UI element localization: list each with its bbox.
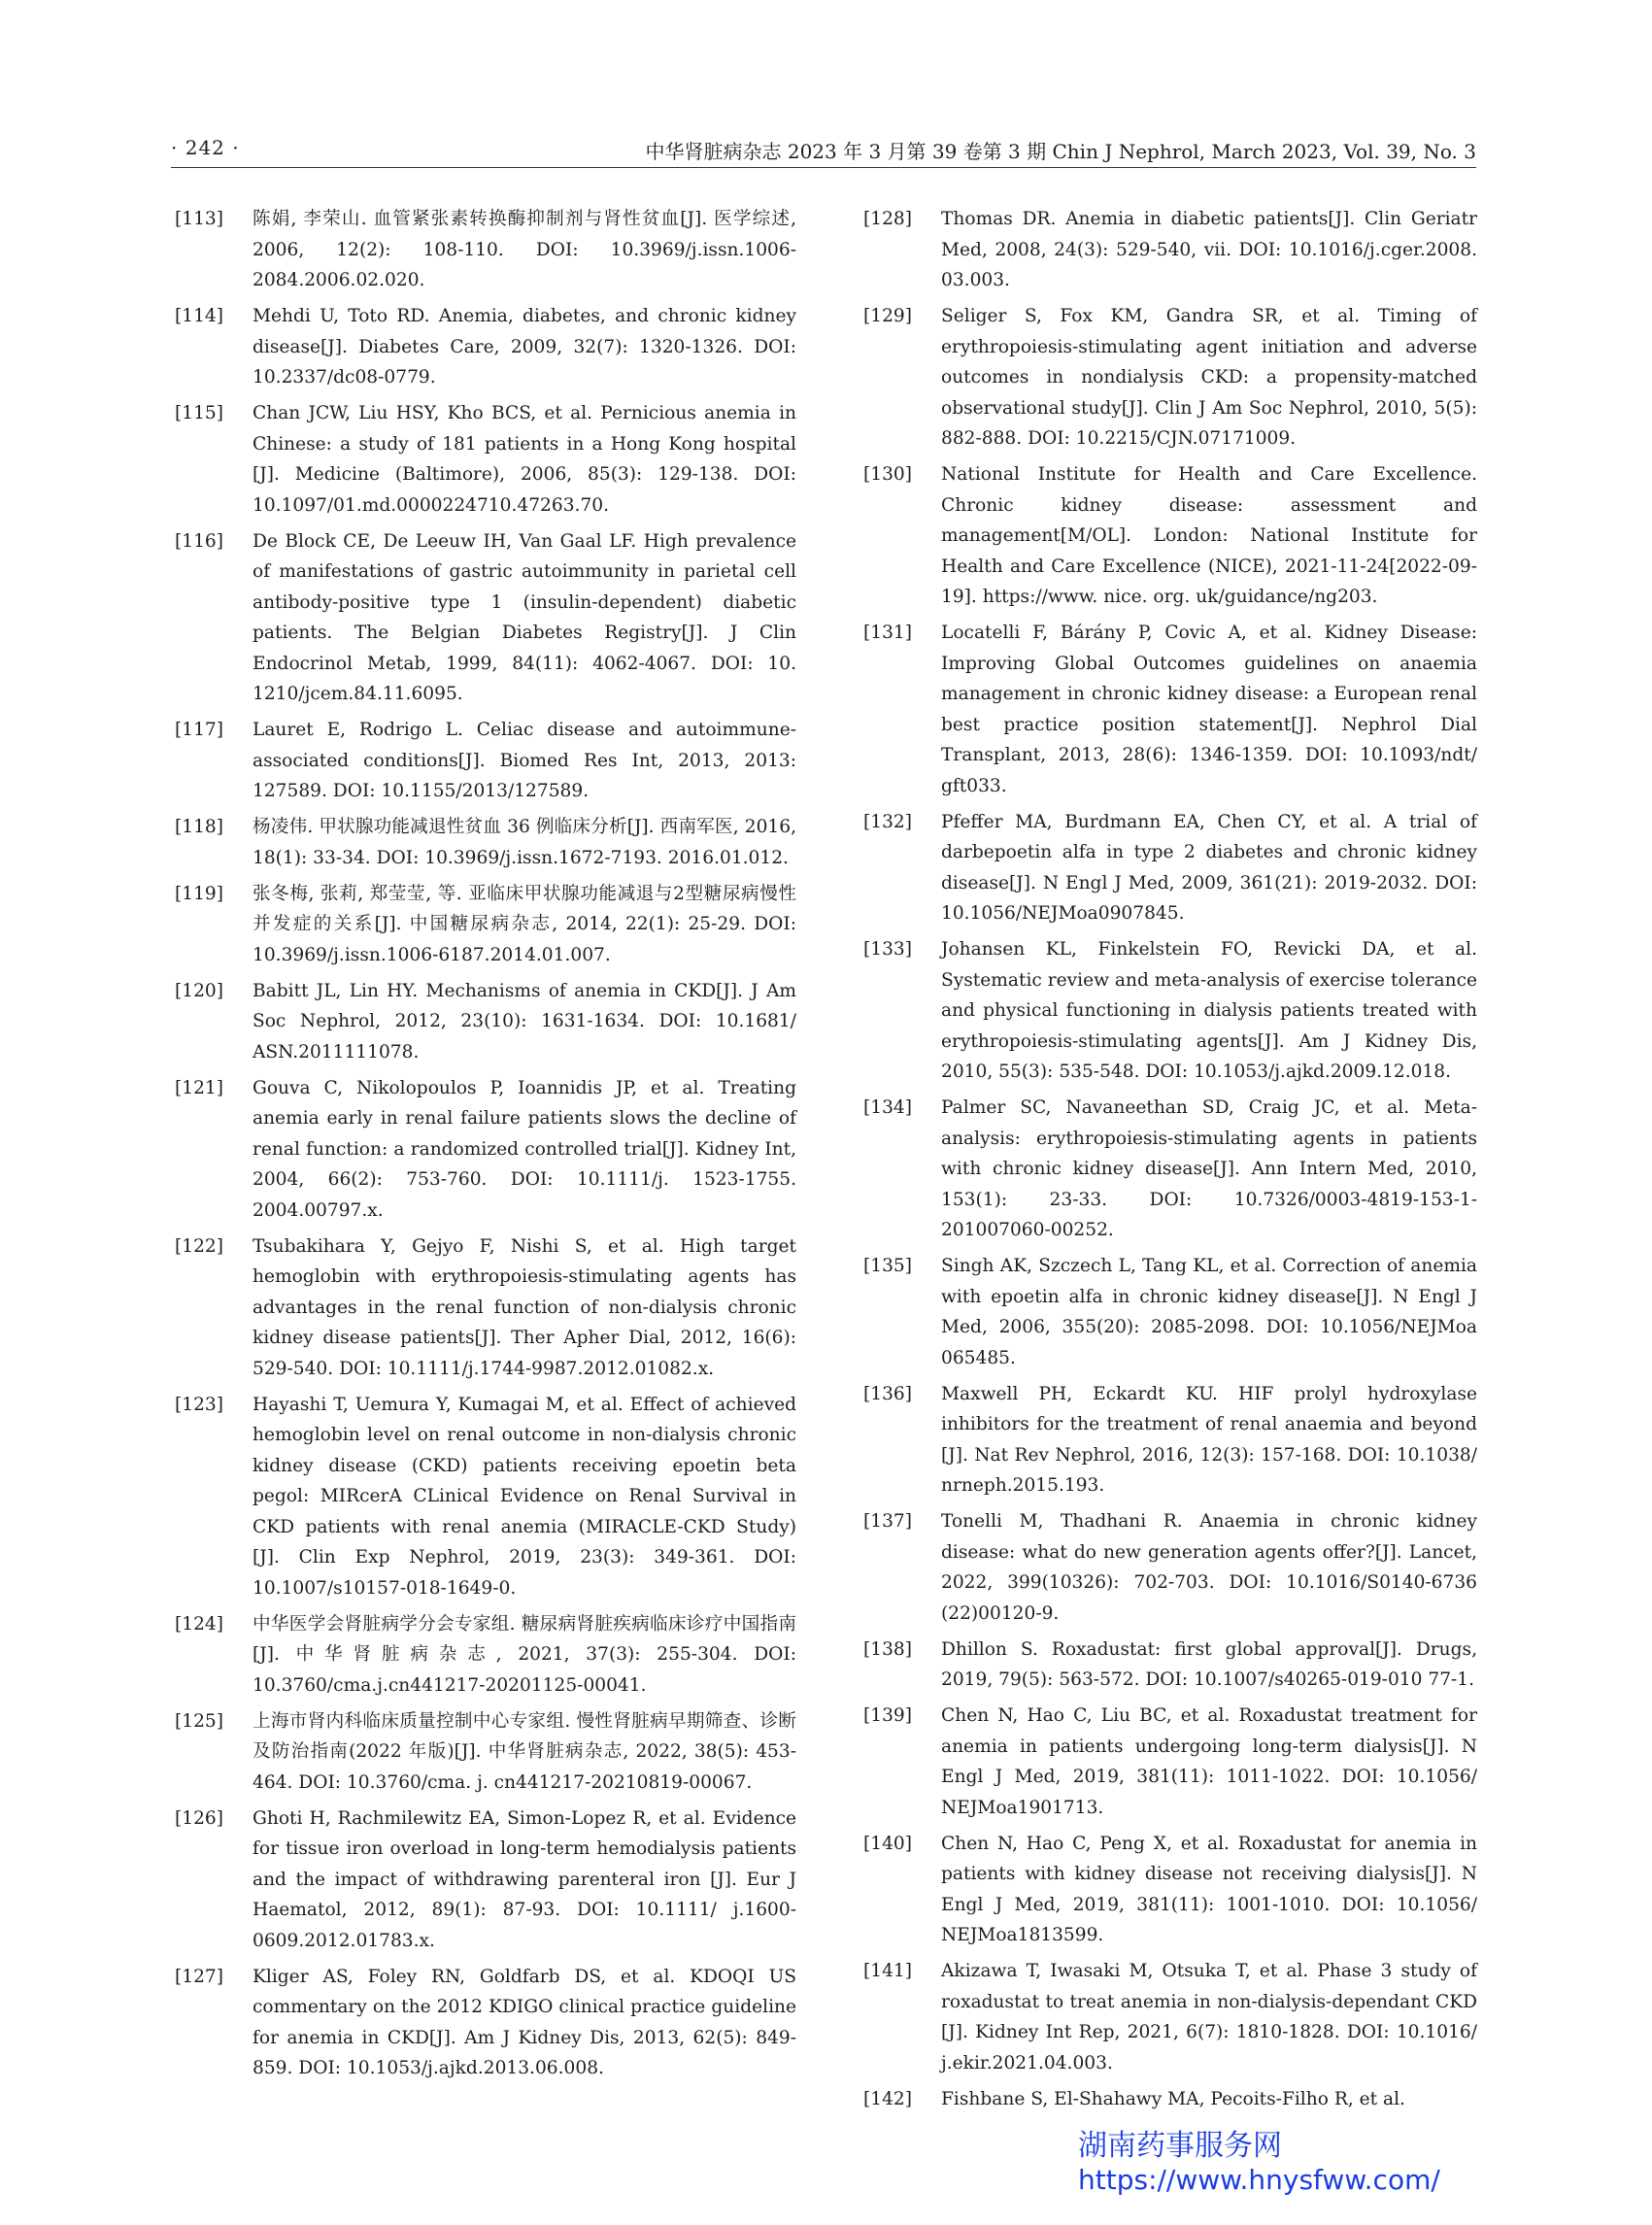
reference-number: [127] [175, 1966, 223, 1987]
reference-text: 中华医学会肾脏病学分会专家组. 糖尿病肾脏疾病临床诊疗中国指南[J]. 中华肾脏病杂志, 2021, 37(3): 255-304. DOI: 10.3760/cma.j.cn441217-20201125-00041. [253, 1613, 796, 1696]
reference-entry [175, 1962, 796, 2084]
reference-text: Lauret E, Rodrigo L. Celiac disease and autoimmune-associated conditions[J]. Biomed Res Int, 2013, 2013: 127589. DOI: 10.1155/2013/127589. [253, 720, 796, 801]
reference-number: [128] [863, 209, 912, 229]
reference-entry [863, 2084, 1477, 2115]
reference-number: [116] [175, 530, 223, 552]
reference-number: [138] [863, 1638, 912, 1660]
reference-text: Johansen KL, Finkelstein FO, Revicki DA, et al. Systematic review and meta-analysis of exercise tolerance and physical functioning in dialysis patients treated with erythropoiesis-stimulating agents[J]. Am J Kidney Dis, 2010, 55(3): 535-548. DOI: 10.1053/j.ajkd.2009.12.018. [941, 939, 1477, 1082]
reference-text: Gouva C, Nikolopoulos P, Ioannidis JP, et al. Treating anemia early in renal failure patients slows the decline of renal function: a randomized controlled trial[J]. Kidney Int, 2004, 66(2): 753-760. DOI: 10.1111/j. 1523-1755. 2004.00797.x. [253, 1077, 796, 1221]
reference-text: Kliger AS, Foley RN, Goldfarb DS, et al. KDOQI US commentary on the 2012 KDIGO clinical practice guideline for anemia in CKD[J]. Am J Kidney Dis, 2013, 62(5): 849-859. DOI: 10.1053/j.ajkd.2013.06.008. [253, 1966, 796, 2078]
reference-entry [863, 204, 1477, 296]
reference-text: Locatelli F, Bárány P, Covic A, et al. Kidney Disease: Improving Global Outcomes guidelines on anaemia management in chronic kidney disease: a European renal best practice position statement[J]. Nephrol Dial Transplant, 2013, 28(6): 1346-1359. DOI: 10.1093/ndt/ gft033. [941, 623, 1477, 796]
reference-entry [175, 976, 796, 1068]
reference-entry [175, 812, 796, 873]
reference-text: Chen N, Hao C, Peng X, et al. Roxadustat for anemia in patients with kidney disease not receiving dialysis[J]. N Engl J Med, 2019, 381(11): 1001-1010. DOI: 10.1056/ NEJMoa1813599. [941, 1833, 1477, 1945]
reference-entry [175, 398, 796, 521]
reference-entry [863, 301, 1477, 455]
reference-text: 陈娟, 李荣山. 血管紧张素转换酶抑制剂与肾性贫血[J]. 医学综述, 2006, 12(2): 108-110. DOI: 10.3969/j.issn.1006-2084.2006.02.020. [253, 209, 796, 290]
reference-number: [113] [175, 209, 223, 229]
running-header [171, 132, 1476, 168]
reference-number: [117] [175, 720, 223, 740]
reference-number: [118] [175, 817, 223, 837]
reference-number: [130] [863, 464, 912, 485]
reference-number: [129] [863, 306, 912, 326]
reference-number: [114] [175, 306, 223, 326]
reference-entry [863, 1829, 1477, 1951]
reference-entry [863, 1956, 1477, 2078]
reference-entry [863, 1093, 1477, 1246]
reference-number: [125] [175, 1710, 223, 1732]
reference-text: Hayashi T, Uemura Y, Kumagai M, et al. Effect of achieved hemoglobin level on renal outcome in non-dialysis chronic kidney disease (CKD) patients receiving epoetin beta pegol: MIRcerA CLinical Evidence on Renal Survival in CKD patients with renal anemia (MIRACLE-CKD Study) [J]. Clin Exp Nephrol, 2019, 23(3): 349-361. DOI: 10.1007/s10157-018-1649-0. [253, 1394, 796, 1599]
reference-text: Thomas DR. Anemia in diabetic patients[J]. Clin Geriatr Med, 2008, 24(3): 529-540, vii. DOI: 10.1016/j.cger.2008. 03.003. [941, 209, 1477, 290]
reference-text: Palmer SC, Navaneethan SD, Craig JC, et al. Meta-analysis: erythropoiesis-stimulating agents in patients with chronic kidney disease[J]. Ann Intern Med, 2010, 153(1): 23-33. DOI: 10.7326/0003-4819-153-1-201007060-00252. [941, 1097, 1477, 1240]
reference-text: Ghoti H, Rachmilewitz EA, Simon-Lopez R, et al. Evidence for tissue iron overload in long-term hemodialysis patients and the impact of withdrawing parenteral iron [J]. Eur J Haematol, 2012, 89(1): 87-93. DOI: 10.1111/ j.1600-0609.2012.01783.x. [253, 1807, 796, 1951]
reference-text: Tsubakihara Y, Gejyo F, Nishi S, et al. High target hemoglobin with erythropoiesis-stimulating agents has advantages in the renal function of non-dialysis chronic kidney disease patients[J]. Ther Apher Dial, 2012, 16(6): 529-540. DOI: 10.1111/j.1744-9987.2012.01082.x. [253, 1235, 796, 1379]
reference-number: [126] [175, 1807, 223, 1829]
reference-number: [133] [863, 939, 912, 960]
reference-number: [135] [863, 1256, 912, 1276]
references-left-column [175, 204, 796, 2089]
reference-text: Chan JCW, Liu HSY, Kho BCS, et al. Pernicious anemia in Chinese: a study of 181 patients in a Hong Kong hospital [J]. Medicine (Baltimore), 2006, 85(3): 129-138. DOI: 10.1097/01.md.0000224710.47263.70. [253, 403, 796, 516]
reference-entry [863, 618, 1477, 801]
reference-number: [119] [175, 883, 223, 904]
reference-number: [132] [863, 811, 912, 832]
reference-number: [136] [863, 1383, 912, 1404]
reference-text: Maxwell PH, Eckardt KU. HIF prolyl hydroxylase inhibitors for the treatment of renal anaemia and beyond [J]. Nat Rev Nephrol, 2016, 12(3): 157-168. DOI: 10.1038/ nrneph.2015.193. [941, 1383, 1477, 1496]
reference-number: [115] [175, 403, 223, 423]
reference-number: [141] [863, 1961, 912, 1981]
reference-text: Mehdi U, Toto RD. Anemia, diabetes, and chronic kidney disease[J]. Diabetes Care, 2009, 32(7): 1320-1326. DOI: 10.2337/dc08-0779. [253, 306, 796, 388]
reference-text: Chen N, Hao C, Liu BC, et al. Roxadustat treatment for anemia in patients undergoing long-term dialysis[J]. N Engl J Med, 2019, 381(11): 1011-1022. DOI: 10.1056/ NEJMoa1901713. [941, 1705, 1477, 1818]
reference-number: [142] [863, 2088, 912, 2109]
reference-entry [863, 1251, 1477, 1373]
reference-entry [175, 204, 796, 296]
reference-entry [863, 1635, 1477, 1696]
reference-entry [863, 1379, 1477, 1501]
reference-text: 张冬梅, 张莉, 郑莹莹, 等. 亚临床甲状腺功能减退与2型糖尿病慢性并发症的关系[J]. 中国糖尿病杂志, 2014, 22(1): 25-29. DOI: 10.3969/j.issn.1006-6187.2014.01.007. [253, 883, 796, 965]
reference-number: [124] [175, 1613, 223, 1635]
reference-number: [120] [175, 980, 223, 1001]
reference-number: [131] [863, 623, 912, 643]
reference-text: De Block CE, De Leeuw IH, Van Gaal LF. High prevalence of manifestations of gastric autoimmunity in parietal cell antibody-positive type 1 (insulin-dependent) diabetic patients. The Belgian Diabetes Registry[J]. J Clin Endocrinol Metab, 1999, 84(11): 4062-4067. DOI: 10. 1210/jcem.84.11.6095. [253, 530, 796, 704]
reference-entry [175, 301, 796, 393]
reference-entry [175, 1804, 796, 1957]
reference-entry [863, 1506, 1477, 1629]
reference-entry [175, 1390, 796, 1604]
reference-number: [137] [863, 1511, 912, 1532]
reference-text: 上海市肾内科临床质量控制中心专家组. 慢性肾脏病早期筛查、诊断及防治指南(2022 年版)[J]. 中华肾脏病杂志, 2022, 38(5): 453-464. DOI: 10.3760/cma. j. cn441217-20210819-00067. [253, 1710, 796, 1793]
reference-entry [175, 879, 796, 971]
reference-number: [121] [175, 1077, 223, 1098]
reference-number: [122] [175, 1235, 223, 1257]
reference-number: [134] [863, 1097, 912, 1118]
reference-entry [175, 1231, 796, 1385]
reference-text: 杨凌伟. 甲状腺功能减退性贫血 36 例临床分析[J]. 西南军医, 2016, 18(1): 33-34. DOI: 10.3969/j.issn.1672-7193. 2016.01.012. [253, 817, 796, 868]
reference-number: [139] [863, 1705, 912, 1726]
reference-text: Akizawa T, Iwasaki M, Otsuka T, et al. Phase 3 study of roxadustat to treat anemia in non-dialysis-dependant CKD [J]. Kidney Int Rep, 2021, 6(7): 1810-1828. DOI: 10.1016/ j.ekir.2021.04.003. [941, 1961, 1477, 2073]
watermark-site-name: 湖南药事服务网 [1078, 2129, 1282, 2163]
references-right-column [863, 204, 1477, 2120]
reference-entry [175, 1609, 796, 1702]
reference-entry [863, 459, 1477, 613]
site-watermark[interactable] [1078, 2129, 1440, 2197]
reference-text: Tonelli M, Thadhani R. Anaemia in chronic kidney disease: what do new generation agents offer?[J]. Lancet, 2022, 399(10326): 702-703. DOI: 10.1016/S0140-6736 (22)00120-9. [941, 1511, 1477, 1624]
reference-text: Fishbane S, El-Shahawy MA, Pecoits-Filho R, et al. [941, 2088, 1405, 2109]
reference-text: Dhillon S. Roxadustat: first global approval[J]. Drugs, 2019, 79(5): 563-572. DOI: 10.1007/s40265-019-010 77-1. [941, 1638, 1477, 1690]
reference-entry [175, 715, 796, 807]
reference-text: Babitt JL, Lin HY. Mechanisms of anemia in CKD[J]. J Am Soc Nephrol, 2012, 23(10): 1631-1634. DOI: 10.1681/ ASN.2011111078. [253, 980, 796, 1062]
reference-text: Seliger S, Fox KM, Gandra SR, et al. Timing of erythropoiesis-stimulating agent initiation and adverse outcomes in nondialysis CKD: a propensity-matched observational study[J]. Clin J Am Soc Nephrol, 2010, 5(5): 882-888. DOI: 10.2215/CJN.07171009. [941, 306, 1477, 449]
watermark-url[interactable]: https://www.hnysfww.com/ [1078, 2164, 1440, 2196]
reference-text: Pfeffer MA, Burdmann EA, Chen CY, et al. A trial of darbepoetin alfa in type 2 diabetes and chronic kidney disease[J]. N Engl J Med, 2009, 361(21): 2019-2032. DOI: 10.1056/NEJMoa0907845. [941, 811, 1477, 924]
reference-entry [175, 1706, 796, 1799]
reference-text: National Institute for Health and Care Excellence. Chronic kidney disease: assessment and management[M/OL]. London: National Institute for Health and Care Excellence (NICE), 2021-11-24[2022-09-19]. https://www. nice. org. uk/guidance/ng203. [941, 464, 1477, 607]
reference-entry [863, 934, 1477, 1088]
reference-entry [175, 526, 796, 710]
reference-entry [863, 807, 1477, 929]
reference-number: [140] [863, 1833, 912, 1854]
reference-number: [123] [175, 1394, 223, 1415]
page-number: · 242 · [171, 136, 240, 159]
reference-entry [863, 1701, 1477, 1823]
reference-entry [175, 1073, 796, 1227]
journal-citation: 中华肾脏病杂志 2023 年 3 月第 39 卷第 3 期 Chin J Nephrol, March 2023, Vol. 39, No. 3 [645, 140, 1476, 163]
reference-text: Singh AK, Szczech L, Tang KL, et al. Correction of anemia with epoetin alfa in chronic kidney disease[J]. N Engl J Med, 2006, 355(20): 2085-2098. DOI: 10.1056/NEJMoa 065485. [941, 1256, 1477, 1368]
